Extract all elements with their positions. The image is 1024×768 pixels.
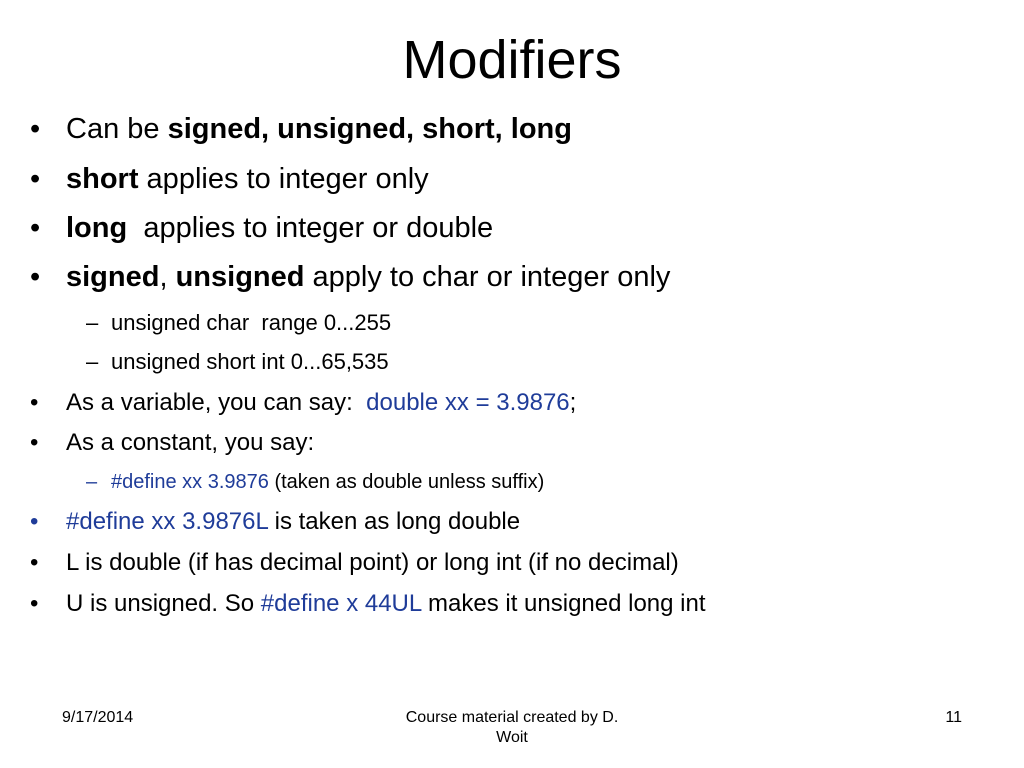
footer-credit-line: Course material created by D.	[405, 709, 619, 726]
code-snippet: #define x 44UL	[260, 590, 422, 617]
bullet-text: short applies to integer only	[66, 163, 429, 195]
sub-bullet-text: unsigned char range 0...255	[111, 310, 392, 335]
footer-credit-line: Woit	[496, 729, 528, 746]
footer-page-number: 11	[945, 709, 962, 726]
bullet-text: #define xx 3.9876L is taken as long double	[66, 508, 521, 535]
dash-marker: –	[86, 471, 98, 493]
dash-marker: –	[86, 310, 99, 335]
bullet-text: Can be signed, unsigned, short, long	[66, 113, 572, 145]
code-snippet: #define xx 3.9876	[111, 471, 269, 493]
bullet-marker: •	[30, 163, 41, 195]
bullet-marker: •	[30, 429, 39, 456]
code-snippet: #define xx 3.9876L	[66, 508, 268, 535]
bullet-text: long applies to integer or double	[66, 212, 494, 244]
dash-marker: –	[86, 349, 99, 374]
footer-credit	[352, 708, 672, 748]
bullet-marker: •	[30, 549, 39, 576]
footer-date: 9/17/2014	[62, 709, 134, 726]
bullet-text: signed, unsigned apply to char or integer only	[66, 261, 671, 293]
bullet-marker: •	[30, 508, 39, 535]
slide-title: Modifiers	[402, 30, 622, 90]
bullet-marker: •	[30, 113, 41, 145]
bullet-marker: •	[30, 261, 41, 293]
sub-bullet-text: #define xx 3.9876 (taken as double unless suffix)	[111, 471, 545, 493]
sub-bullet-text: unsigned short int 0...65,535	[111, 349, 389, 374]
bullet-marker: •	[30, 389, 39, 416]
bullet-text: As a constant, you say:	[66, 429, 315, 456]
code-snippet: double xx = 3.9876	[366, 389, 570, 416]
bullet-text: U is unsigned. So #define x 44UL makes it unsigned long int	[66, 590, 706, 617]
bullet-text: L is double (if has decimal point) or long int (if no decimal)	[66, 549, 679, 576]
bullet-marker: •	[30, 212, 41, 244]
bullet-text: As a variable, you can say: double xx = 3.9876;	[66, 389, 577, 416]
bullet-marker: •	[30, 590, 39, 617]
